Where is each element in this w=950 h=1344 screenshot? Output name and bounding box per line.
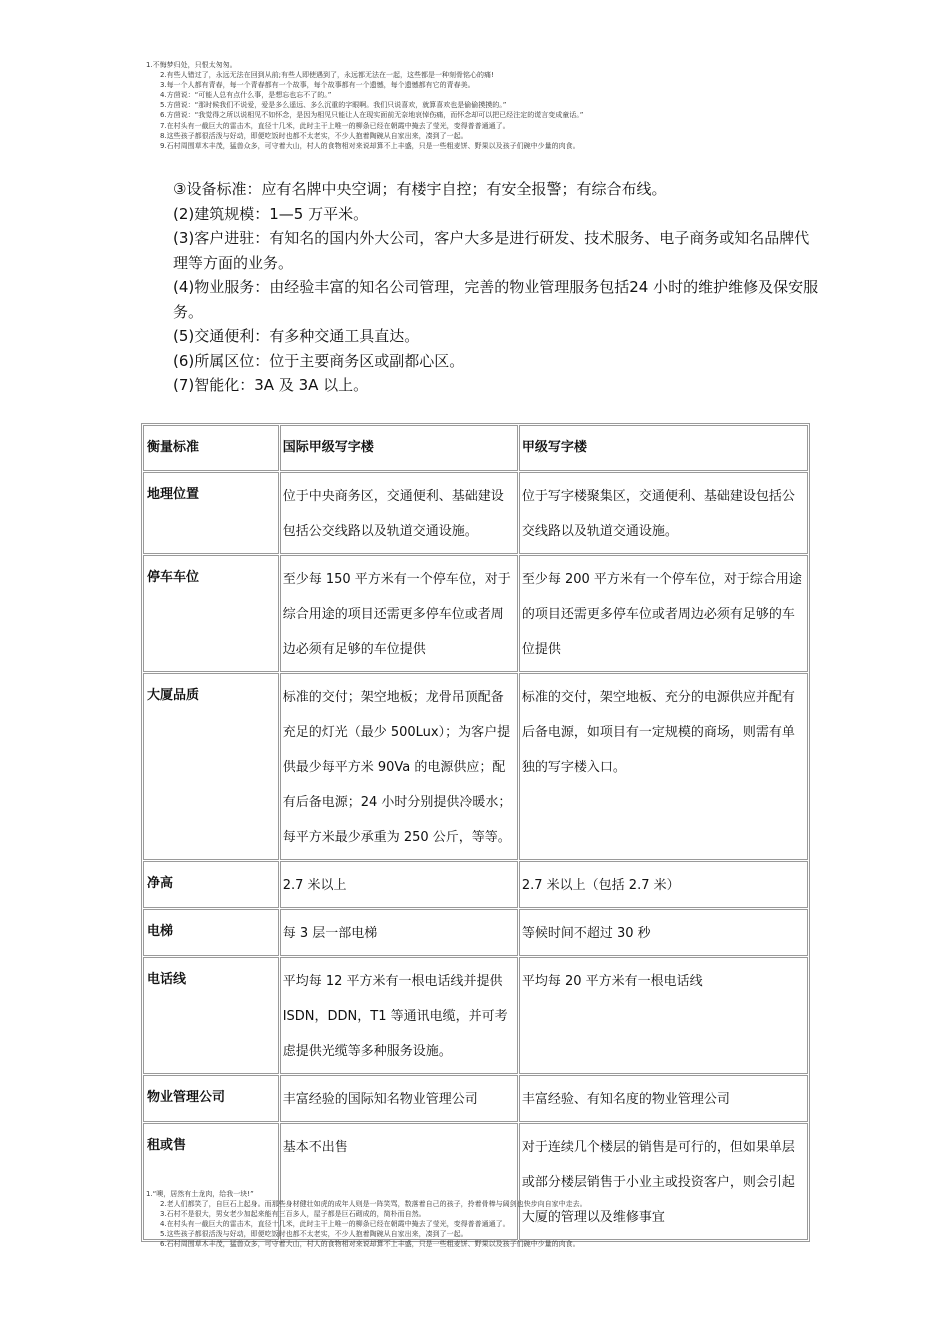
body-line-scale: (2)建筑规模：1—5 万平米。 [173, 204, 369, 223]
cell-international: 丰富经验的国际知名物业管理公司 [280, 1075, 518, 1122]
note-line: 4.在村头有一截巨大的雷击木，直径十几米，此时主干上唯一的柳条已经在朝霞中掩去了莹光，变得普普通通了。 [160, 1220, 510, 1229]
note-line: 5.这些孩子都很活泼与好动，即便吃饭时也都不太老实，不少人抱着陶碗从自家出来，凑到了一起。 [160, 1230, 468, 1239]
note-line: 3.每一个人都有青春，每一个青春都有一个故事，每个故事都有一个遗憾，每个遗憾都有它的青春美。 [160, 81, 475, 90]
notes-top [146, 60, 583, 151]
notes-bottom [146, 1189, 587, 1250]
row-label: 地理位置 [143, 472, 279, 554]
body-line-equipment: ③设备标准：应有名牌中央空调；有楼宇自控；有安全报警；有综合布线。 [173, 180, 667, 198]
table-row [143, 861, 808, 908]
row-label: 物业管理公司 [143, 1075, 279, 1122]
cell-grade-a: 丰富经验、有知名度的物业管理公司 [519, 1075, 808, 1122]
cell-international: 标准的交付；架空地板；龙骨吊顶配备充足的灯光（最少 500Lux）；为客户提供最少每平方米 90Va 的电源供应；配有后备电源；24 小时分别提供冷暖水；每平方米最少承重为 250 公斤，等等。 [280, 673, 518, 860]
cell-grade-a: 等候时间不超过 30 秒 [519, 909, 808, 956]
cell-international: 平均每 12 平方米有一根电话线并提供ISDN，DDN，T1 等通讯电缆，并可考虑提供光缆等多种服务设施。 [280, 957, 518, 1074]
row-label: 净高 [143, 861, 279, 908]
table-row [143, 957, 808, 1074]
cell-grade-a: 对于连续几个楼层的销售是可行的，但如果单层或部分楼层销售于小业主或投资客户，则会引起大厦的管理以及维修事宜 [519, 1123, 808, 1240]
note-line: 6.石村周围草木丰茂，猛兽众多，可守着大山，村人的食物相对来说却算不上丰盛，只是一些粗麦饼、野果以及孩子们碗中少量的肉食。 [160, 1240, 580, 1249]
cell-grade-a: 至少每 200 平方米有一个停车位，对于综合用途的项目还需更多停车位或者周边必须有足够的车位提供 [519, 555, 808, 672]
row-label: 电话线 [143, 957, 279, 1074]
table-row [143, 472, 808, 554]
table-row [143, 1075, 808, 1122]
cell-international: 至少每 150 平方米有一个停车位，对于综合用途的项目还需更多停车位或者周边必须有足够的车位提供 [280, 555, 518, 672]
body-line-location: (6)所属区位：位于主要商务区或副都心区。 [173, 351, 465, 370]
body-line-clients: (3)客户进驻：有知名的国内外大公司，客户大多是进行研发、技术服务、电子商务或知名品牌代理等方面的业务。 [173, 229, 810, 272]
row-label: 停车车位 [143, 555, 279, 672]
header-international-grade-a: 国际甲级写字楼 [280, 425, 518, 471]
note-line: 1.不悔梦归处，只恨太匆匆。 [146, 61, 237, 69]
cell-international: 位于中央商务区，交通便利、基础建设包括公交线路以及轨道交通设施。 [280, 472, 518, 554]
row-label: 租或售 [143, 1123, 279, 1240]
table-header-row [143, 425, 808, 471]
cell-grade-a: 位于写字楼聚集区，交通便利、基础建设包括公交线路以及轨道交通设施。 [519, 472, 808, 554]
body-line-intelligence: (7)智能化：3A 及 3A 以上。 [173, 376, 369, 394]
cell-grade-a: 2.7 米以上（包括 2.7 米） [519, 861, 808, 908]
comparison-table [141, 423, 810, 1242]
cell-grade-a: 标准的交付，架空地板、充分的电源供应并配有后备电源，如项目有一定规模的商场，则需有单独的写字楼入口。 [519, 673, 808, 860]
body-line-property-service: (4)物业服务：由经验丰富的知名公司管理，完善的物业管理服务包括24 小时的维护维修及保安服务。 [173, 278, 819, 321]
note-line: 3.石村不是很大，男女老少加起来能有三百多人，屋子都是巨石砌成的，简朴而自然。 [160, 1210, 426, 1219]
cell-international: 基本不出售 [280, 1123, 518, 1240]
note-line: 5.方茴说：“那时候我们不说爱，爱是多么遥远、多么沉重的字眼啊。我们只说喜欢，就算喜欢也是偷偷摸摸的。” [160, 101, 507, 110]
cell-international: 2.7 米以上 [280, 861, 518, 908]
note-line: 7.在村头有一截巨大的雷击木，直径十几米，此时主干上唯一的柳条已经在朝霞中掩去了莹光，变得普普通通了。 [160, 121, 510, 130]
table-row [143, 909, 808, 956]
note-line: 8.这些孩子都很活泼与好动，即便吃饭时也都不太老实，不少人抱着陶碗从自家出来，凑到了一起。 [160, 131, 468, 140]
note-line: 6.方茴说：“我觉得之所以说相见不如怀念，是因为相见只能让人在现实面前无奈地哀悼伤痛，而怀念却可以把已经注定的谎言变成童话。” [160, 111, 584, 120]
note-line: 1.“噢，居然有土龙肉，给我一块!” [146, 1190, 254, 1198]
body-line-transport: (5)交通便利：有多种交通工具直达。 [173, 327, 420, 345]
header-criteria: 衡量标准 [143, 425, 279, 471]
table-row [143, 673, 808, 860]
note-line: 2.老人们都笑了，自巨石上起身。而那些身材健壮如虎的成年人则是一阵笑骂，数落着自己的孩子，拎着骨棒与阔剑也快步向自家中走去。 [160, 1200, 587, 1209]
row-label: 电梯 [143, 909, 279, 956]
note-line: 2.有些人错过了，永远无法在回到从前;有些人即使遇到了，永远都无法在一起，这些都是一种刻骨铭心的痛! [160, 71, 494, 80]
table-row [143, 555, 808, 672]
header-grade-a: 甲级写字楼 [519, 425, 808, 471]
cell-international: 每 3 层一部电梯 [280, 909, 518, 956]
cell-grade-a: 平均每 20 平方米有一根电话线 [519, 957, 808, 1074]
note-line: 9.石村周围草木丰茂，猛兽众多，可守着大山，村人的食物相对来说却算不上丰盛，只是一些粗麦饼、野果以及孩子们碗中少量的肉食。 [160, 141, 580, 150]
note-line: 4.方茴说：“可能人总有点什么事，是想忘也忘不了的。” [160, 91, 332, 100]
row-label: 大厦品质 [143, 673, 279, 860]
body-text [173, 177, 823, 398]
